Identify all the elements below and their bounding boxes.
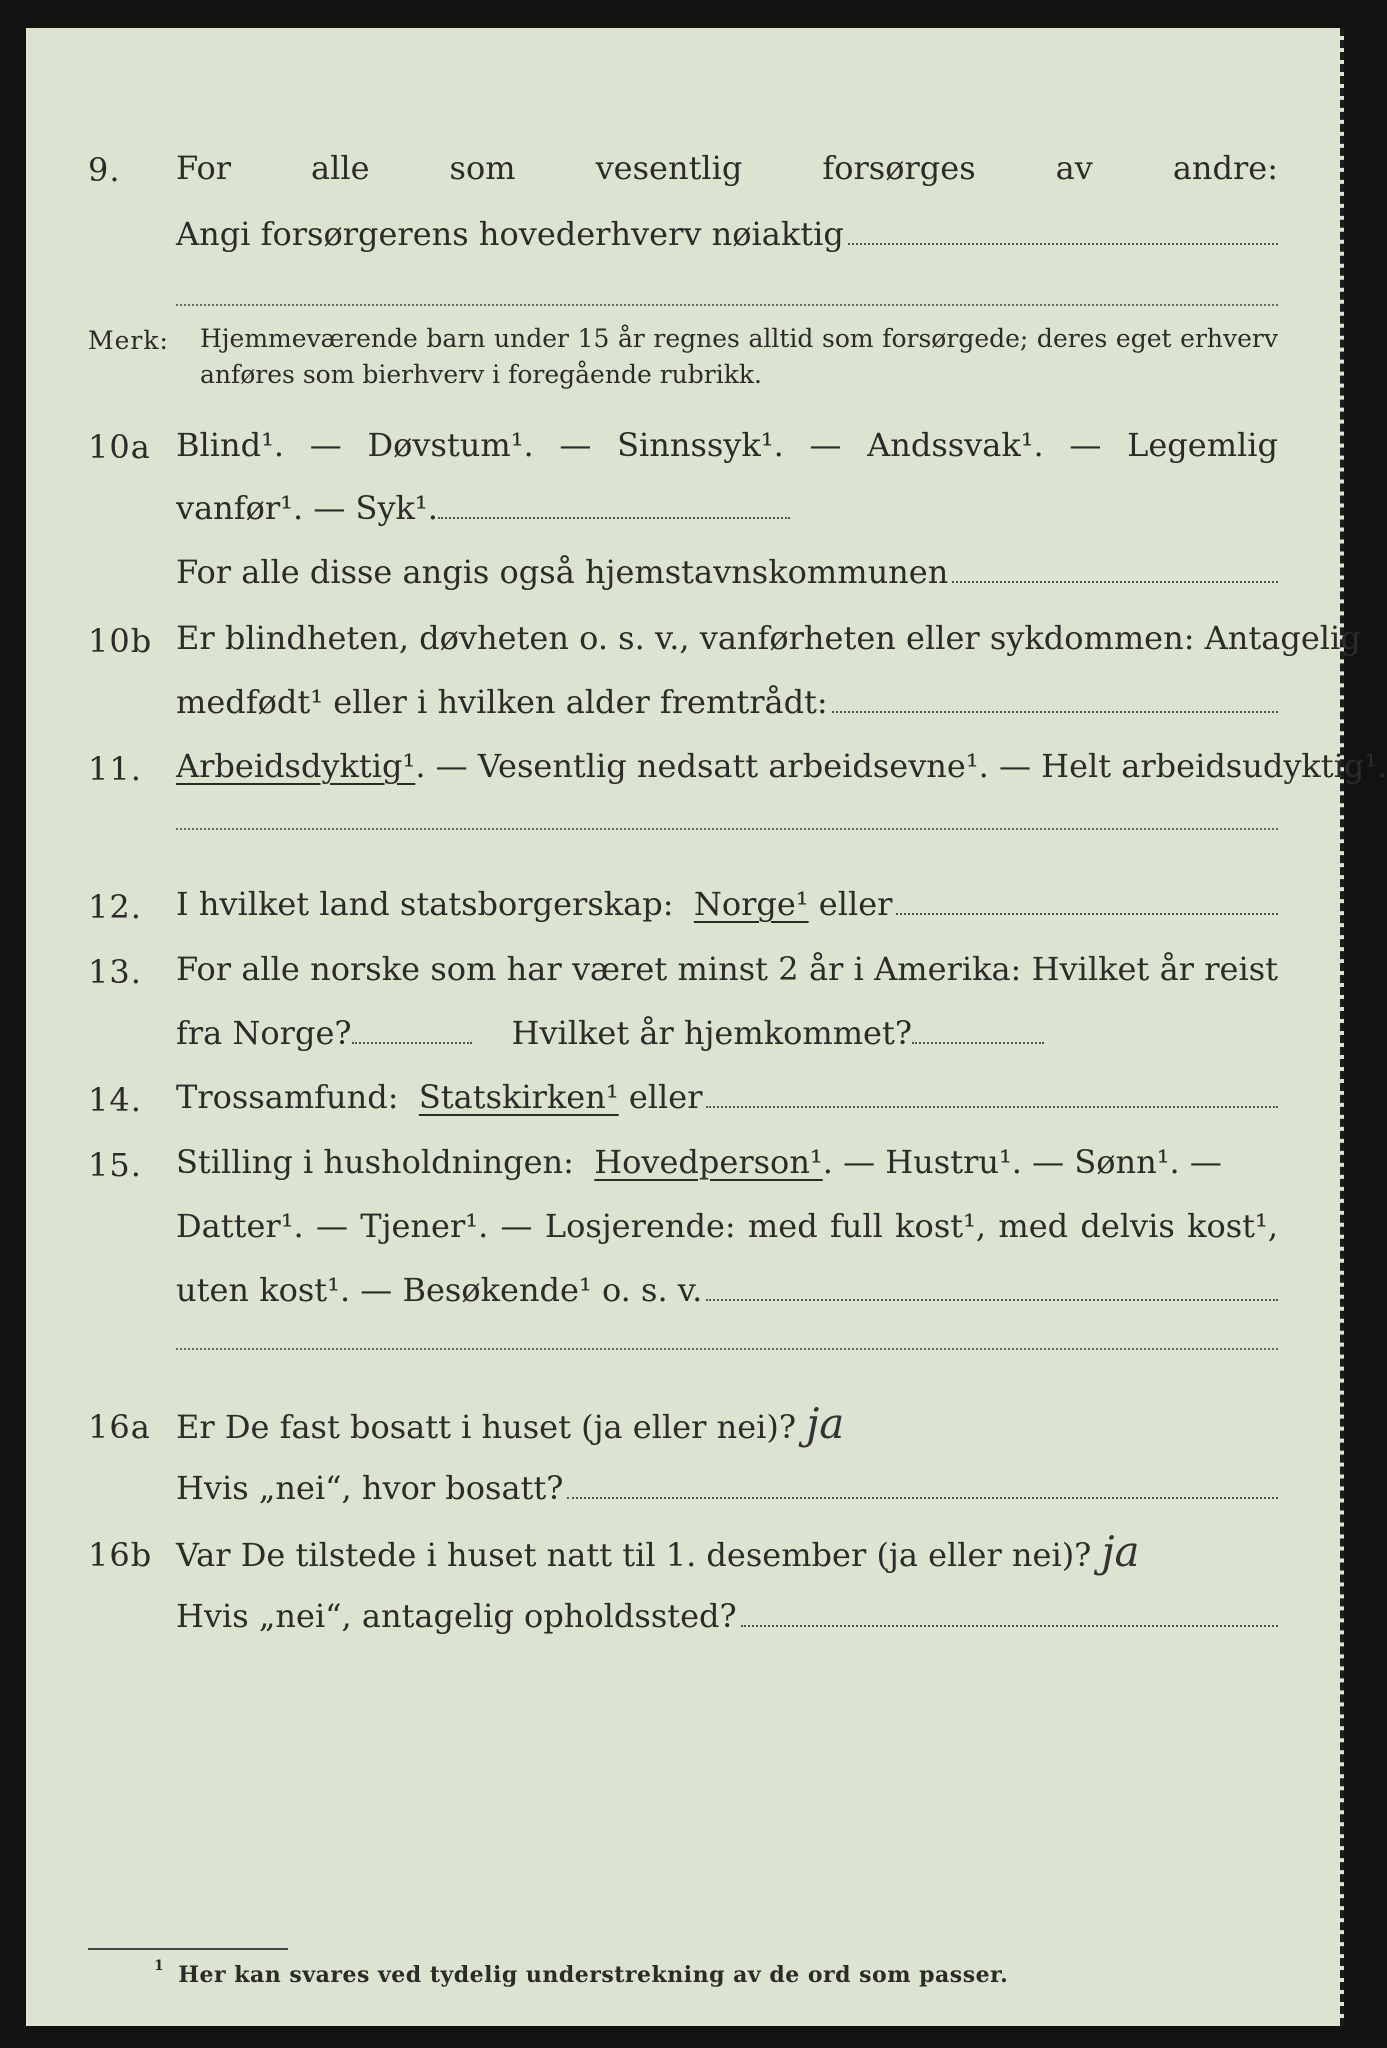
q16a-line1 [176, 1399, 845, 1448]
item-number-9: 9. [88, 151, 121, 189]
q13-reist-line[interactable] [352, 1041, 472, 1044]
q13-line2 [176, 1013, 1044, 1053]
item-number-10a: 10a [88, 428, 151, 466]
q11-line [176, 746, 1387, 786]
q12-answer-line[interactable] [896, 913, 1278, 915]
q11-option-arbeidsdyktig[interactable]: Arbeidsdyktig¹ [176, 747, 416, 785]
item-number-16a: 16a [88, 1408, 151, 1446]
q15-answer-line[interactable] [706, 1299, 1278, 1301]
q10a-line2 [176, 488, 790, 528]
footnote-mark: 1 [154, 1958, 165, 1974]
q14-post: eller [628, 1078, 703, 1116]
q16b-line1 [176, 1527, 1140, 1576]
q10a-hjemstavn-line[interactable] [952, 581, 1278, 583]
q9-line2-text: Angi forsørgerens hovederhverv nøiaktig [176, 215, 844, 253]
footnote-text: Her kan svares ved tydelig understrekning av de ord som passer. [178, 1962, 1009, 1988]
q10a-line3 [176, 552, 1278, 592]
footnote-separator [88, 1948, 288, 1950]
q13-line1: For alle norske som har været minst 2 år i Amerika: Hvilket år reist [176, 950, 1278, 988]
q15-line1 [176, 1142, 1278, 1182]
q16a-line2 [176, 1468, 1278, 1508]
q9-line1: For alle som vesentlig forsørges av andre: [176, 149, 1278, 187]
q14-answer-line[interactable] [706, 1106, 1278, 1108]
q15-line2: Datter¹. — Tjener¹. — Losjerende: med full kost¹, med delvis kost¹, [176, 1207, 1278, 1245]
footnote [154, 1958, 1009, 1988]
item-number-16b: 16b [88, 1536, 153, 1574]
q9-line2 [176, 214, 1278, 254]
q13-hjemkommet-line[interactable] [912, 1041, 1044, 1044]
q15-line3 [176, 1270, 1278, 1310]
q16b-handwritten-answer[interactable]: ja [1101, 1527, 1140, 1576]
merk-label: Merk: [88, 326, 169, 355]
merk-line2: anføres som bierhverv i foregående rubrikk. [200, 360, 762, 389]
q10a-line2-text: vanfør¹. — Syk¹. [176, 489, 438, 527]
q16a-line2-text: Hvis „nei“, hvor bosatt? [176, 1469, 564, 1507]
q13-reist-text: fra Norge? [176, 1014, 352, 1052]
item-number-11: 11. [88, 750, 142, 788]
q12-post: eller [818, 885, 893, 923]
item-number-12: 12. [88, 888, 142, 926]
q14-option-statskirken[interactable]: Statskirken¹ [418, 1078, 619, 1116]
item-number-13: 13. [88, 953, 142, 991]
q15-pre: Stilling i husholdningen: [176, 1143, 574, 1181]
q15-line1-rest: . — Hustru¹. — Sønn¹. — [822, 1143, 1222, 1181]
q15-option-hovedperson[interactable]: Hovedperson¹ [594, 1143, 823, 1181]
q16b-answer-line[interactable] [741, 1625, 1278, 1627]
q10a-line1: Blind¹. — Døvstum¹. — Sinnssyk¹. — Andssvak¹. — Legemlig [176, 426, 1278, 464]
q12-option-norge[interactable]: Norge¹ [693, 885, 809, 923]
q12-line [176, 884, 1278, 924]
q14-pre: Trossamfund: [176, 1078, 399, 1116]
q13-hjemkommet-text: Hvilket år hjemkommet? [511, 1014, 912, 1052]
q10b-line2-text: medfødt¹ eller i hvilken alder fremtrådt: [176, 683, 828, 721]
q14-line [176, 1077, 1278, 1117]
q10b-line1: Er blindheten, døvheten o. s. v., vanførheten eller sykdommen: Antagelig [176, 619, 1361, 657]
q11-extra-line[interactable] [176, 828, 1278, 830]
q10a-line3-text: For alle disse angis også hjemstavnskommunen [176, 553, 949, 591]
q12-pre: I hvilket land statsborgerskap: [176, 885, 674, 923]
q10b-answer-line[interactable] [832, 711, 1278, 713]
q11-rest: . — Vesentlig nedsatt arbeidsevne¹. — Helt arbeidsudyktig¹. [415, 747, 1387, 785]
item-number-14: 14. [88, 1081, 142, 1119]
q9-answer-line[interactable] [848, 243, 1278, 245]
merk-line1: Hjemmeværende barn under 15 år regnes alltid som forsørgede; deres eget erhverv [200, 324, 1278, 353]
q16b-question: Var De tilstede i huset natt til 1. desember (ja eller nei)? [176, 1536, 1092, 1574]
q10a-syk-line[interactable] [438, 516, 790, 519]
q9-extra-line[interactable] [176, 304, 1278, 306]
q16b-line2 [176, 1596, 1278, 1636]
q10b-line2 [176, 682, 1278, 722]
q15-line3-text: uten kost¹. — Besøkende¹ o. s. v. [176, 1271, 703, 1309]
item-number-15: 15. [88, 1146, 142, 1184]
q16b-line2-text: Hvis „nei“, antagelig opholdssted? [176, 1597, 737, 1635]
census-form-page [26, 28, 1387, 2026]
q16a-handwritten-answer[interactable]: ja [806, 1399, 845, 1448]
q15-extra-line[interactable] [176, 1348, 1278, 1350]
q16a-question: Er De fast bosatt i huset (ja eller nei)? [176, 1408, 797, 1446]
item-number-10b: 10b [88, 622, 153, 660]
q16a-answer-line[interactable] [567, 1497, 1278, 1499]
